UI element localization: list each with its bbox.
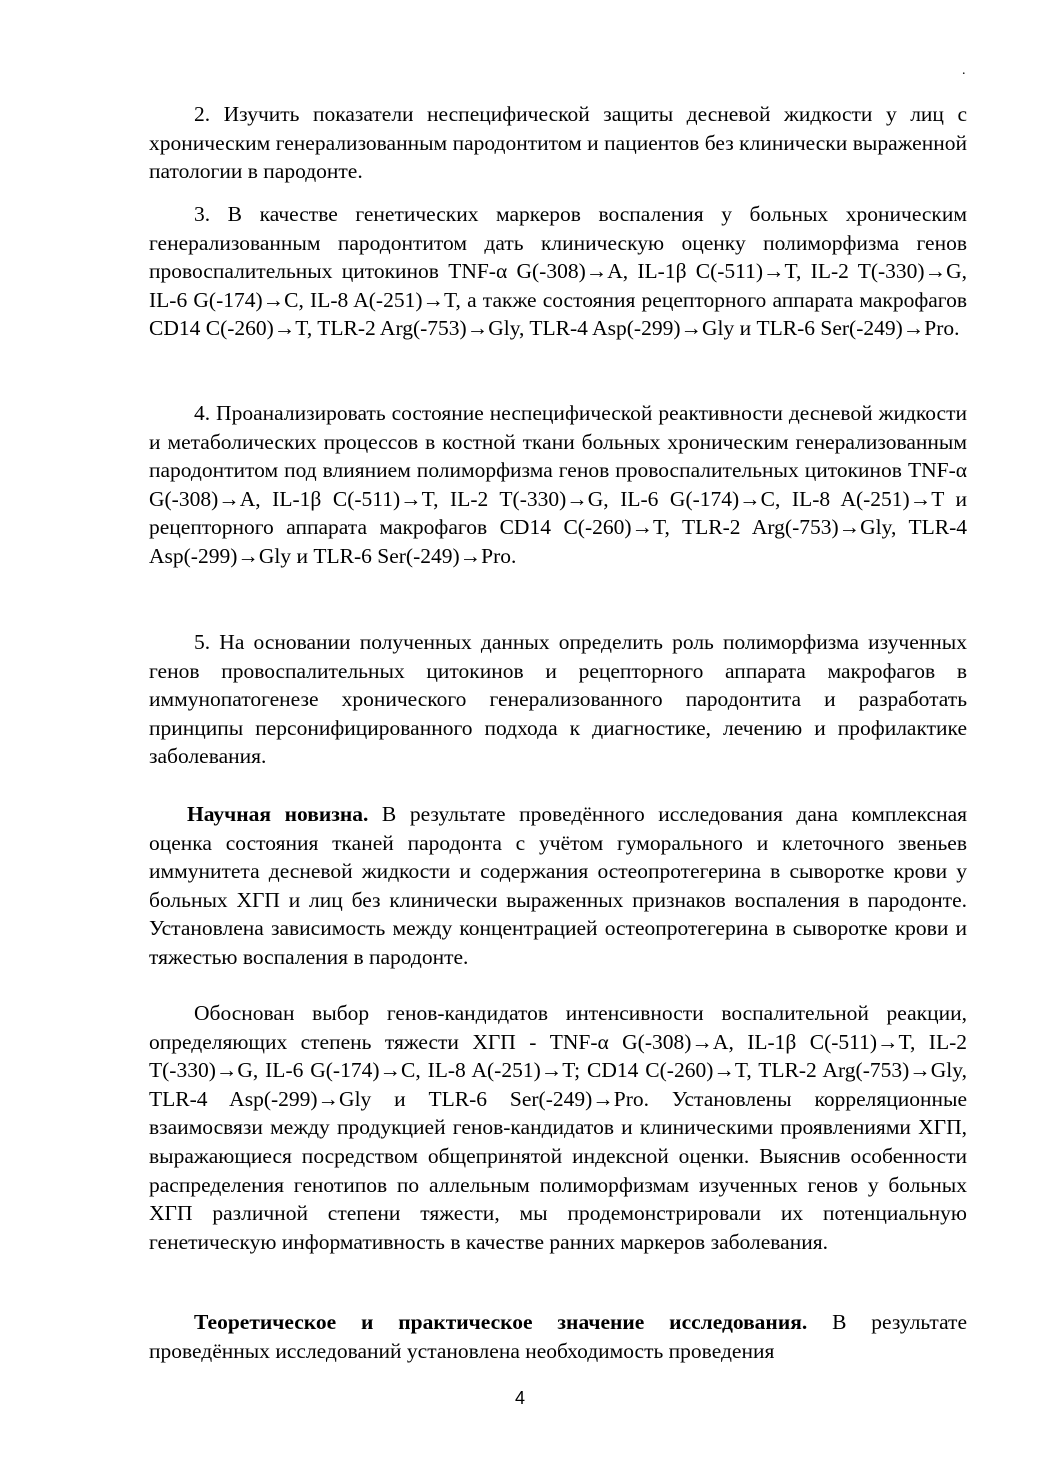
novelty-paragraph-2: Обоснован выбор генов-кандидатов интенсивности воспалительной реакции, определяющих степень тяжести ХГП - TNF-α G(-308)→A, IL-1β C(-511)→T, IL-2 T(-330)→G, IL-6 G(-174)→C, IL-8 A(-251)→T; CD14 C(-260)→T, TLR-2 Arg(-753)→Gly, TLR-4 Asp(-299)→Gly и TLR-6 Ser(-249)→Pro. Установлены корреляционные взаимосвязи между продукцией генов-кандидатов и клиническими проявлениями ХГП, выражающиеся посредством общепринятой индексной оценки. Выяснив особенности распределения генотипов по аллельным полиморфизмам изученных генов у больных ХГП различной степени тяжести, мы продемонстрировали их потенциальную генетическую информативность в качестве ранних маркеров заболевания. (149, 1001, 967, 1254)
objective-item-3: 3. В качестве генетических маркеров воспаления у больных хроническим генерализованным пародонтитом дать клиническую оценку полиморфизма генов провоспалительных цитокинов TNF-α G(-308)→A, IL-1β C(-511)→T, IL-2 T(-330)→G, IL-6 G(-174)→C, IL-8 A(-251)→T, а также состояния рецепторного аппарата макрофагов CD14 C(-260)→T, TLR-2 Arg(-753)→Gly, TLR-4 Asp(-299)→Gly и TLR-6 Ser(-249)→Pro. (149, 202, 967, 341)
significance-heading: Теоретическое и практическое значение исследования. (194, 1310, 808, 1334)
significance-text: В результате проведённых исследований установлена необходимость проведения (149, 1310, 967, 1363)
objective-item-2: 2. Изучить показатели неспецифической защиты десневой жидкости у лиц с хроническим генерализованным пародонтитом и пациентов без клинически выраженной патологии в пародонте. (149, 102, 967, 184)
page-number: 4 (514, 1388, 525, 1408)
novelty-text: В результате проведённого исследования дана комплексная оценка состояния тканей пародонта с учётом гуморального и клеточного звеньев иммунитета десневой жидкости и содержания остеопротегерина в сыворотке крови у больных ХГП и лиц без клинически выраженных признаков воспаления в пародонте. Установлена зависимость между концентрацией остеопротегерина в сыворотке крови и тяжестью воспаления в пародонте. (149, 802, 968, 969)
significance-paragraph (149, 1308, 967, 1365)
corner-mark: . (962, 63, 966, 78)
novelty-heading: Научная новизна. (187, 802, 369, 826)
novelty-paragraph (149, 800, 967, 972)
objective-item-4: 4. Проанализировать состояние неспецифической реактивности десневой жидкости и метаболических процессов в костной ткани больных хроническим генерализованным пародонтитом под влиянием полиморфизма генов провоспалительных цитокинов TNF-α G(-308)→A, IL-1β C(-511)→T, IL-2 T(-330)→G, IL-6 G(-174)→C, IL-8 A(-251)→T и рецепторного аппарата макрофагов CD14 C(-260)→T, TLR-2 Arg(-753)→Gly, TLR-4 Asp(-299)→Gly и TLR-6 Ser(-249)→Pro. (149, 401, 967, 568)
objective-item-5: 5. На основании полученных данных определить роль полиморфизма изученных генов провоспалительных цитокинов и рецепторного аппарата макрофагов в иммунопатогенезе хронического генерализованного пародонтита и разработать принципы персонифицированного подхода к диагностике, лечению и профилактике заболевания. (149, 630, 967, 769)
